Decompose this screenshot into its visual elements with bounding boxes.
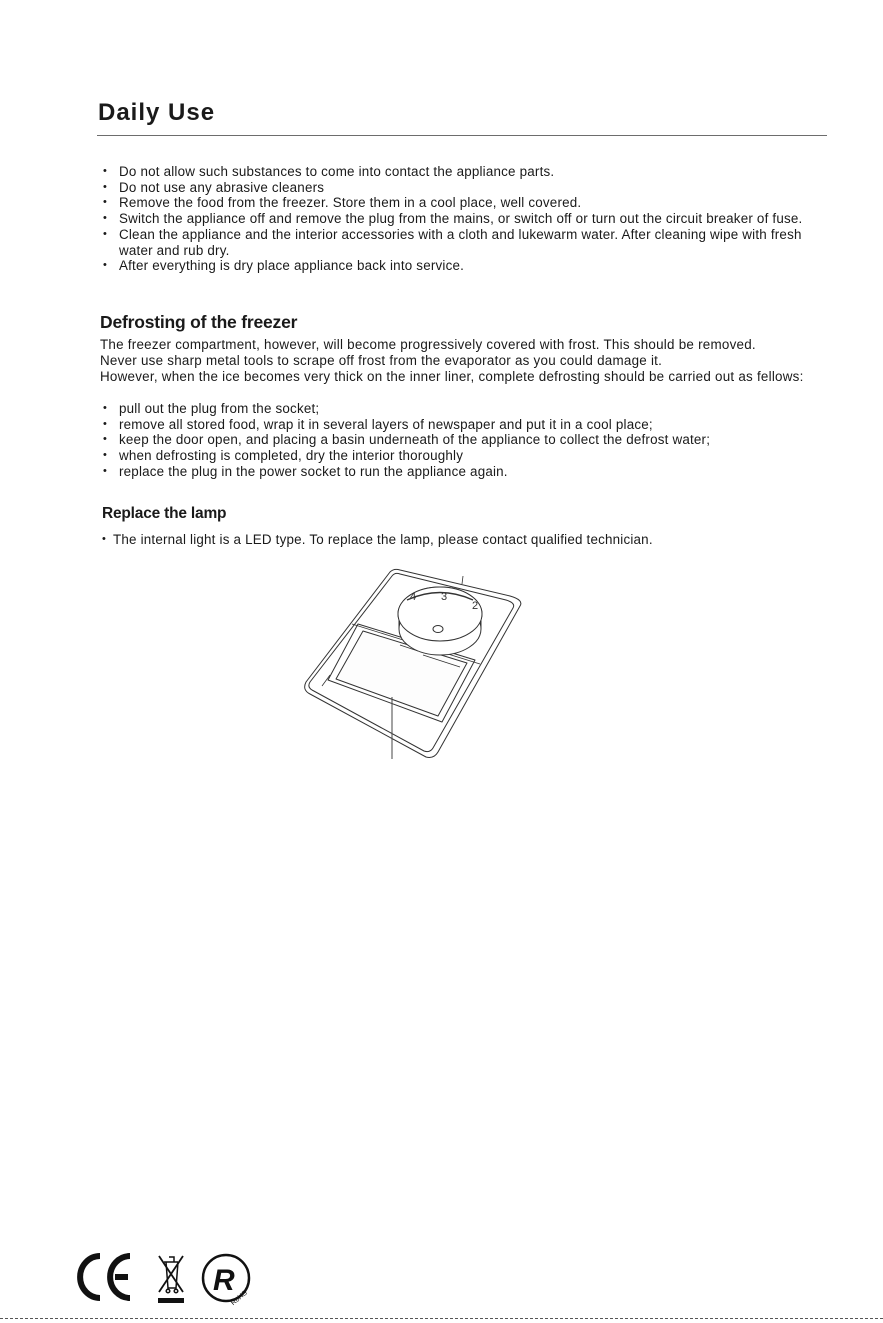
- list-item: • replace the plug in the power socket to run the appliance again.: [101, 464, 831, 480]
- page-title: Daily Use: [98, 99, 216, 126]
- certification-marks: [70, 1248, 270, 1308]
- ce-label: CE: [70, 1248, 72, 1249]
- list-item: • pull out the plug from the socket;: [101, 401, 831, 417]
- title-divider: [97, 135, 827, 136]
- dial-number: 2: [472, 600, 479, 612]
- dial-number: 3: [441, 591, 448, 603]
- defrost-steps-list: [101, 401, 831, 480]
- list-item: • when defrosting is completed, dry the interior thoroughly: [101, 448, 831, 464]
- list-item: • Switch the appliance off and remove the plug from the mains, or switch off or turn out the circuit breaker of fuse.: [101, 211, 831, 227]
- lamp-list: [101, 532, 831, 548]
- rohs-letter: R: [213, 1264, 235, 1297]
- weee-bin-icon: [158, 1256, 184, 1303]
- dial-number: 4: [410, 591, 417, 603]
- list-item: • keep the door open, and placing a basin underneath of the appliance to collect the defrost water;: [101, 432, 831, 448]
- list-item: • Do not allow such substances to come into contact the appliance parts.: [101, 164, 831, 180]
- list-item: • Remove the food from the freezer. Store them in a cool place, well covered.: [101, 195, 831, 211]
- defrost-paragraph: However, when the ice becomes very thick on the inner liner, complete defrosting should be carried out as fellows:: [100, 369, 804, 384]
- defrost-paragraph: The freezer compartment, however, will become progressively covered with frost. This should be removed.: [100, 337, 756, 352]
- ce-mark-icon: [80, 1256, 130, 1298]
- care-list: [101, 164, 831, 274]
- defrost-paragraph: Never use sharp metal tools to scrape off frost from the evaporator as you could damage it.: [100, 353, 663, 368]
- list-item: • remove all stored food, wrap it in several layers of newspaper and put it in a cool place;: [101, 417, 831, 433]
- defrost-heading: Defrosting of the freezer: [100, 312, 298, 332]
- rohs-icon: [203, 1255, 249, 1307]
- list-item: • Do not use any abrasive cleaners: [101, 180, 831, 196]
- rohs-label: RoHS: [229, 1289, 249, 1308]
- page-bottom-edge: [0, 1318, 883, 1319]
- lamp-housing-illustration: [300, 562, 530, 762]
- list-item: • Clean the appliance and the interior accessories with a cloth and lukewarm water. After cleaning wipe with fresh water and rub dry.: [101, 227, 831, 258]
- list-item: • After everything is dry place appliance back into service.: [101, 258, 831, 274]
- list-item: • The internal light is a LED type. To replace the lamp, please contact qualified technician.: [101, 532, 831, 548]
- lamp-heading: Replace the lamp: [102, 505, 227, 522]
